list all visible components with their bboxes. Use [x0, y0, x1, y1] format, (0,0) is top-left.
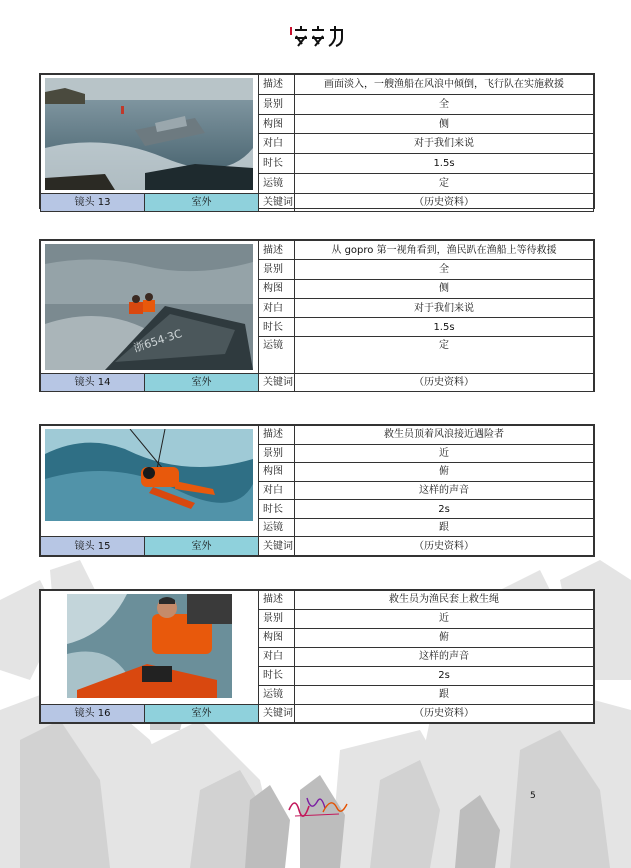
- shot-13-desc: 画面淡入，一艘渔船在风浪中倾倒，飞行队在实施救援: [295, 75, 594, 95]
- shot-16-duration: 2s: [295, 666, 594, 685]
- shot-14-dialogue: 对于我们来说: [295, 298, 594, 317]
- field-label-composition: 构图: [259, 628, 295, 647]
- field-label-dialogue: 对白: [259, 481, 295, 500]
- field-label-duration: 时长: [259, 154, 295, 174]
- shot-13-scale: 全: [295, 94, 594, 114]
- shot-15-dialogue: 这样的声音: [295, 481, 594, 500]
- field-label-desc: 描述: [259, 591, 295, 610]
- field-label-camera: 运镜: [259, 174, 295, 194]
- brand-logo: [288, 24, 346, 48]
- field-label-scale: 景别: [259, 94, 295, 114]
- shot-13-keyword: （历史资料）: [295, 194, 594, 212]
- shot-16-label: 镜头 16: [41, 704, 145, 722]
- shot-15-duration: 2s: [295, 500, 594, 519]
- shot-15-composition: 俯: [295, 463, 594, 482]
- shot-14-camera: 定: [295, 337, 594, 374]
- field-label-dialogue: 对白: [259, 298, 295, 317]
- field-label-camera: 运镜: [259, 685, 295, 704]
- field-label-scale: 景别: [259, 444, 295, 463]
- field-label-desc: 描述: [259, 241, 295, 260]
- shot-14-scale: 全: [295, 260, 594, 279]
- shot-thumbnail-cell: [41, 591, 259, 705]
- field-label-scale: 景别: [259, 260, 295, 279]
- field-label-composition: 构图: [259, 463, 295, 482]
- shot-14-image: [45, 244, 253, 370]
- shot-16-composition: 俯: [295, 628, 594, 647]
- shot-14-label: 镜头 14: [41, 374, 145, 392]
- shot-16-dialogue: 这样的声音: [295, 647, 594, 666]
- shot-15-keyword: （历史资料）: [295, 537, 594, 556]
- shot-14-keyword: （历史资料）: [295, 374, 594, 392]
- field-label-scale: 景别: [259, 609, 295, 628]
- field-label-duration: 时长: [259, 500, 295, 519]
- shot-16-location: 室外: [145, 704, 259, 722]
- shot-13-composition: 侧: [295, 114, 594, 134]
- shot-14-location: 室外: [145, 374, 259, 392]
- field-label-keyword: 关键词: [259, 194, 295, 212]
- shot-15-camera: 跟: [295, 518, 594, 537]
- field-label-duration: 时长: [259, 318, 295, 337]
- field-label-keyword: 关键词: [259, 374, 295, 392]
- shot-14-duration: 1.5s: [295, 318, 594, 337]
- shot-14-composition: 侧: [295, 279, 594, 298]
- field-label-camera: 运镜: [259, 337, 295, 374]
- field-label-dialogue: 对白: [259, 647, 295, 666]
- shot-13-location: 室外: [145, 194, 259, 212]
- shot-15-image: [45, 429, 253, 521]
- shot-13-duration: 1.5s: [295, 154, 594, 174]
- shot-15-desc: 救生员顶着风浪接近遇险者: [295, 426, 594, 445]
- shot-16-keyword: （历史资料）: [295, 704, 594, 722]
- field-label-keyword: 关键词: [259, 537, 295, 556]
- field-label-camera: 运镜: [259, 518, 295, 537]
- shot-16-image: [67, 594, 232, 698]
- shot-16-desc: 救生员为渔民套上救生绳: [295, 591, 594, 610]
- field-label-composition: 构图: [259, 279, 295, 298]
- shot-15-label: 镜头 15: [41, 537, 145, 556]
- shot-thumbnail-cell: [41, 75, 259, 194]
- field-label-keyword: 关键词: [259, 704, 295, 722]
- shot-15-scale: 近: [295, 444, 594, 463]
- field-label-composition: 构图: [259, 114, 295, 134]
- shot-15-location: 室外: [145, 537, 259, 556]
- shot-13-image: [45, 78, 253, 190]
- shot-13-label: 镜头 13: [41, 194, 145, 212]
- field-label-desc: 描述: [259, 426, 295, 445]
- shot-13-camera: 定: [295, 174, 594, 194]
- shot-thumbnail-cell: [41, 241, 259, 374]
- shot-14-desc: 从 gopro 第一视角看到，渔民趴在渔船上等待救援: [295, 241, 594, 260]
- field-label-duration: 时长: [259, 666, 295, 685]
- field-label-desc: 描述: [259, 75, 295, 95]
- shot-card-14: [39, 239, 595, 392]
- shot-13-dialogue: 对于我们来说: [295, 134, 594, 154]
- shot-thumbnail-cell: [41, 426, 259, 537]
- shot-16-scale: 近: [295, 609, 594, 628]
- shot-card-15: [39, 424, 595, 557]
- signature-graphic: [287, 790, 349, 820]
- field-label-dialogue: 对白: [259, 134, 295, 154]
- shot-16-camera: 跟: [295, 685, 594, 704]
- shot-card-13: [39, 73, 595, 209]
- page-number: 5: [530, 791, 536, 801]
- shot-card-16: [39, 589, 595, 724]
- svg-text:浙654·3C: 浙654·3C: [131, 326, 184, 355]
